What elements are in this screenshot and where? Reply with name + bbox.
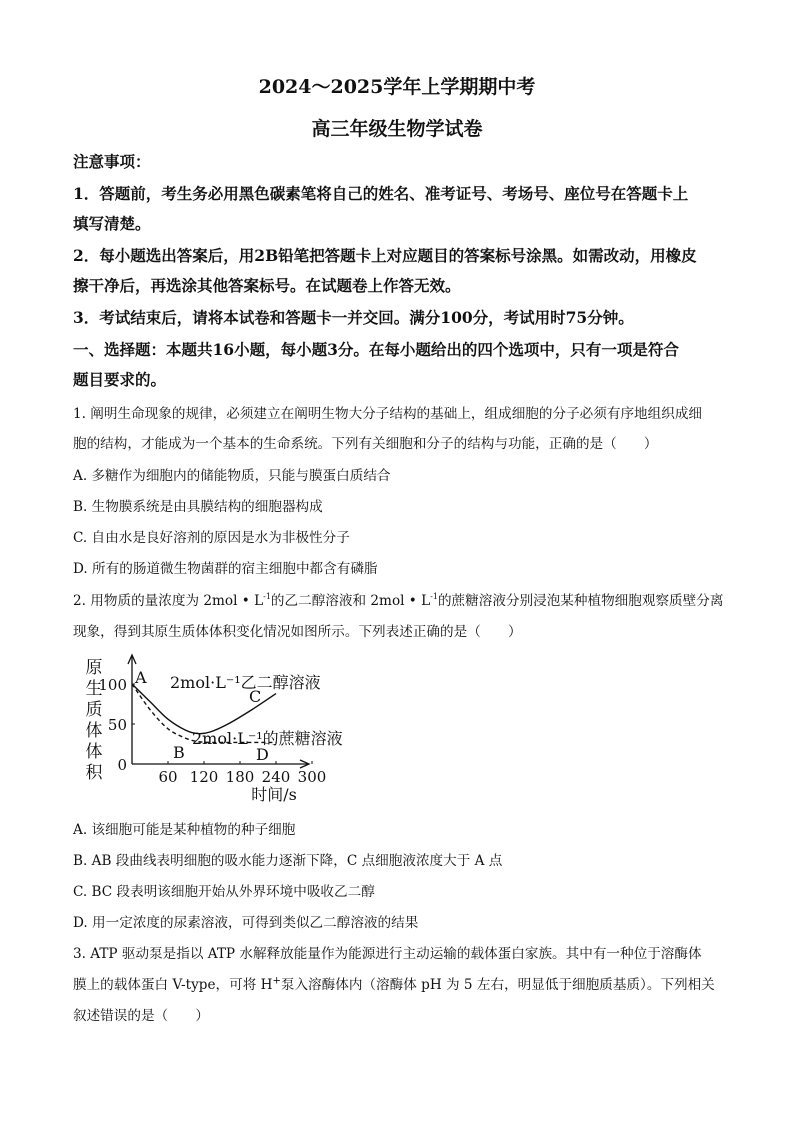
y-axis-label-char: 原 xyxy=(85,658,103,678)
q1-option-a: A. 多糖作为细胞内的储能物质，只能与膜蛋白质结合 xyxy=(73,468,391,484)
protoplast-volume-graph xyxy=(78,652,368,804)
q3-sup: + xyxy=(272,975,281,987)
q2-sup-2: -1 xyxy=(430,592,438,601)
q2-sup-1: -1 xyxy=(263,592,271,601)
q3-stem-2 xyxy=(73,973,724,993)
notice-line-2a: 2．每小题选出答案后，用2B铅笔把答题卡上对应题目的答案标号涂黑。如需改动，用橡皮 xyxy=(73,246,697,265)
notice-line-2b: 擦干净后，再选涂其他答案标号。在试题卷上作答无效。 xyxy=(73,276,461,295)
point-label-d: D xyxy=(256,745,269,764)
x-tick-label: 180 xyxy=(225,768,255,786)
x-tick-label: 300 xyxy=(297,768,327,786)
y-tick-label: 50 xyxy=(107,716,127,734)
series-label-ethylene-glycol: 2mol·L⁻¹乙二醇溶液 xyxy=(170,673,321,692)
q2-stem-1c: 的蔗糖溶液分别浸泡某种植物细胞观察质壁分离 xyxy=(437,593,724,609)
y-axis-label-char: 积 xyxy=(85,763,103,783)
y-axis-label-char: 质 xyxy=(85,700,103,720)
point-label-a: A xyxy=(135,668,147,687)
q1-option-d: D. 所有的肠道微生物菌群的宿主细胞中都含有磷脂 xyxy=(73,561,378,577)
q3-stem-3: 叙述错误的是（ ） xyxy=(73,1008,209,1024)
x-tick-label: 240 xyxy=(261,768,291,786)
point-label-c: C xyxy=(249,687,262,706)
notice-heading: 注意事项： xyxy=(73,152,151,171)
q1-option-c: C. 自由水是良好溶剂的原因是水为非极性分子 xyxy=(73,530,350,546)
section-heading-1: 一、选择题：本题共16小题，每小题3分。在每小题给出的四个选项中，只有一项是符合 xyxy=(73,340,679,359)
x-tick-label: 60 xyxy=(158,768,178,786)
y-axis-label-char: 体 xyxy=(85,742,103,762)
exam-subtitle: 高三年级生物学试卷 xyxy=(311,118,483,140)
q1-stem-2: 胞的结构，才能成为一个基本的生命系统。下列有关细胞和分子的结构与功能，正确的是（ ） xyxy=(73,436,658,452)
q3-stem-2a: 膜上的载体蛋白 V-type，可将 H xyxy=(73,977,273,993)
x-axis-label: 时间/s xyxy=(251,785,297,804)
exam-title: 2024～2025学年上学期期中考 xyxy=(258,76,536,98)
x-tick-label: 120 xyxy=(189,768,219,786)
y-axis-label-char: 生 xyxy=(85,679,103,699)
q2-option-a: A. 该细胞可能是某种植物的种子细胞 xyxy=(73,822,296,838)
notice-line-3: 3．考试结束后，请将本试卷和答题卡一并交回。满分100分，考试用时75分钟。 xyxy=(73,308,634,327)
q3-stem-1: 3. ATP 驱动泵是指以 ATP 水解释放能量作为能源进行主动运输的载体蛋白家族。其中有一种位于溶酶体 xyxy=(73,946,702,962)
q2-stem-2: 现象，得到其原生质体体积变化情况如图所示。下列表述正确的是（ ） xyxy=(73,624,522,640)
q2-stem-1 xyxy=(73,589,724,609)
q2-option-b: B. AB 段曲线表明细胞的吸水能力逐渐下降，C 点细胞液浓度大于 A 点 xyxy=(73,853,503,869)
graph-axes xyxy=(128,655,309,768)
q1-option-b: B. 生物膜系统是由具膜结构的细胞器构成 xyxy=(73,499,323,515)
series-label-sucrose: 2mol·L⁻¹的蔗糖溶液 xyxy=(192,729,343,748)
y-axis-label-char: 体 xyxy=(85,721,103,741)
q1-stem-1: 1. 阐明生命现象的规律，必须建立在阐明生物大分子结构的基础上，组成细胞的分子必须有序地组织成细 xyxy=(73,406,703,422)
q2-option-c: C. BC 段表明该细胞开始从外界环境中吸收乙二醇 xyxy=(73,884,375,900)
y-tick-label: 100 xyxy=(98,676,127,694)
q2-stem-1a: 2. 用物质的量浓度为 2mol • L xyxy=(73,593,264,609)
y-tick-label: 0 xyxy=(117,756,127,774)
q3-stem-2b: 泵入溶酶体内（溶酶体 pH 为 5 左右，明显低于细胞质基质）。下列相关 xyxy=(280,977,715,993)
notice-line-1a: 1．答题前，考生务必用黑色碳素笔将自己的姓名、准考证号、考场号、座位号在答题卡上 xyxy=(73,184,689,203)
notice-line-1b: 填写清楚。 xyxy=(73,214,151,233)
q2-stem-1b: 的乙二醇溶液和 2mol • L xyxy=(270,593,431,609)
section-heading-2: 题目要求的。 xyxy=(73,370,167,389)
point-label-b: B xyxy=(173,743,185,762)
q2-option-d: D. 用一定浓度的尿素溶液，可得到类似乙二醇溶液的结果 xyxy=(73,915,419,931)
